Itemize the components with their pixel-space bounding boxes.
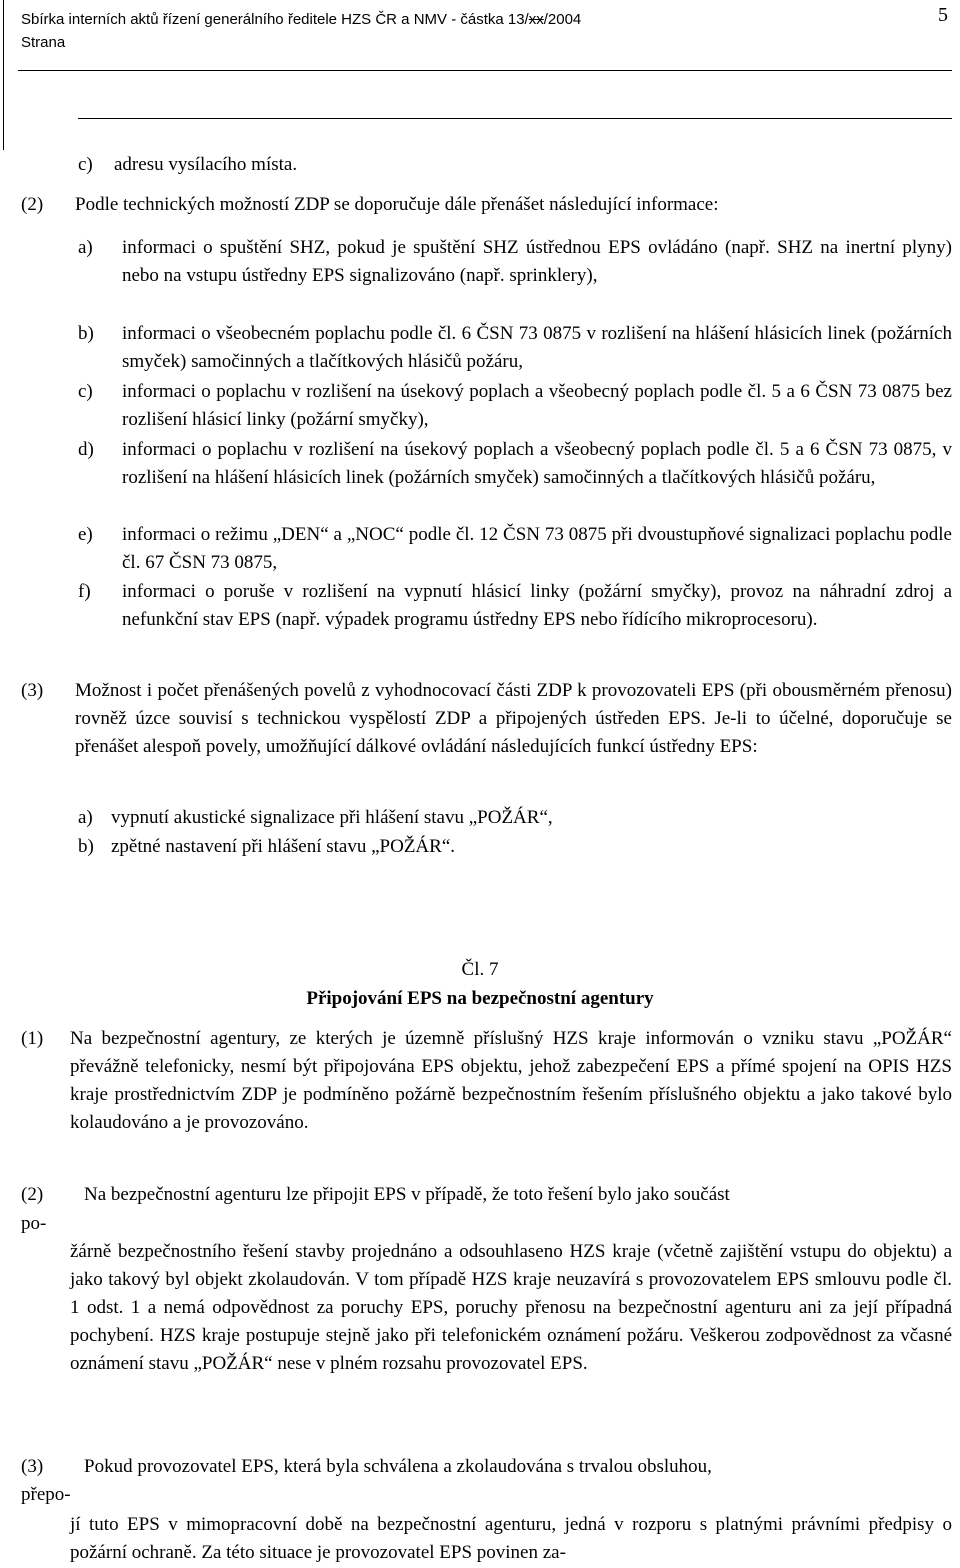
- page-number: 5: [938, 4, 948, 26]
- list-item: informaci o poplachu v rozlišení na úsekový poplach a všeobecný poplach podle čl. 5 a 6 ČSN 73 0875 bez rozlišení hlásicí linky (požární smyčky),: [122, 381, 952, 430]
- margin-rule-vertical: [3, 0, 4, 150]
- list-label: e): [78, 524, 93, 545]
- list-item: informaci o poruše v rozlišení na vypnutí hlásicí linky (požární smyčky), provoz na náhradní zdroj a nefunkční stav EPS (např. výpadek programu ústředny EPS nebo řídícího mikroprocesoru).: [122, 581, 952, 630]
- list-item: informaci o všeobecném poplachu podle čl. 6 ČSN 73 0875 v rozlišení na hlášení hlásicích linek (požárních smyček) samočinných a tlačítkových hlásičů požáru,: [122, 323, 952, 372]
- paragraph-text: žárně bezpečnostního řešení stavby projednáno a odsouhlaseno HZS kraje (včetně zajištění vstupu do objektu) a jako takový byl objekt zkolaudován. V tom případě HZS kraje neuzavírá s provozovatelem EPS smlouvu podle čl. 1 odst. 1 a nemá odpovědnost za poruchy EPS, poruchy přenosu na bezpečnostní agenturu ani za její případná pochybení. HZS kraje postupuje stejně jako při telefonickém oznámení požáru. Veškerou zodpovědnost za včasné oznámení stavu „POŽÁR“ nese v plném rozsahu provozovatel EPS.: [70, 1241, 952, 1374]
- list-label: a): [78, 807, 93, 828]
- article-number: Čl. 7: [461, 959, 499, 980]
- section-label: (2): [21, 194, 44, 215]
- hyphen-fragment: přepo-: [21, 1484, 71, 1505]
- paragraph-label: (1): [21, 1028, 44, 1049]
- section-label: (3): [21, 680, 44, 701]
- header-rule-2: [78, 118, 952, 119]
- struck-number: xx: [528, 11, 544, 28]
- paragraph-first-line: Pokud provozovatel EPS, která byla schválena a zkolaudována s trvalou obsluhou,: [84, 1456, 712, 1477]
- section-text: Možnost i počet přenášených povelů z vyhodnocovací části ZDP k provozovateli EPS (při obousměrném přenosu) rovněž úzce souvisí s technickou vyspělostí ZDP a připojených ústředen EPS. Je-li to účelné, doporučuje se přenášet alespoň povely, umožňující dálkové ovládání následujících funkcí ústředny EPS:: [75, 680, 952, 757]
- list-item: vypnutí akustické signalizace při hlášení stavu „POŽÁR“,: [111, 807, 553, 828]
- list-label: b): [78, 836, 94, 857]
- list-label: f): [78, 581, 91, 602]
- list-label: b): [78, 323, 94, 344]
- paragraph-label: (2): [21, 1184, 44, 1205]
- item-text: adresu vysílacího místa.: [114, 154, 298, 175]
- header-rule: [18, 70, 952, 71]
- list-item: informaci o režimu „DEN“ a „NOC“ podle čl. 12 ČSN 73 0875 při dvoustupňové signalizaci poplachu podle čl. 67 ČSN 73 0875,: [122, 524, 952, 573]
- item-label: c): [78, 154, 93, 175]
- list-item: informaci o spuštění SHZ, pokud je spuštění SHZ ústřednou EPS ovládáno (např. SHZ na inertní plyny) nebo na vstupu ústředny EPS signalizováno (např. sprinklery),: [122, 237, 952, 286]
- list-label: a): [78, 237, 93, 258]
- paragraph-first-line: Na bezpečnostní agenturu lze připojit EPS v případě, že toto řešení bylo jako součást: [84, 1184, 730, 1205]
- list-label: c): [78, 381, 93, 402]
- list-item: informaci o poplachu v rozlišení na úsekový poplach a všeobecný poplach podle čl. 5 a 6 ČSN 73 0875, v rozlišení na hlášení hlásicích linek (požárních smyček) samočinných a tlačítkových hlásičů požáru,: [122, 439, 952, 488]
- hyphen-fragment: po-: [21, 1213, 47, 1234]
- paragraph-text: jí tuto EPS v mimopracovní době na bezpečnostní agenturu, jedná v rozporu s platnými právními předpisy o požární ochraně. Za této situace je provozovatel EPS povinen za-: [70, 1514, 952, 1563]
- header-title: Sbírka interních aktů řízení generálního ředitele HZS ČR a NMV - částka 13/xx/2004: [21, 11, 582, 28]
- paragraph-label: (3): [21, 1456, 44, 1477]
- list-label: d): [78, 439, 94, 460]
- section-intro: Podle technických možností ZDP se doporučuje dále přenášet následující informace:: [75, 194, 719, 215]
- list-item: zpětné nastavení při hlášení stavu „POŽÁR“.: [111, 836, 456, 857]
- running-header: [21, 8, 581, 54]
- paragraph-text: Na bezpečnostní agentury, ze kterých je územně příslušný HZS kraje informován o vzniku stavu „POŽÁR“ převážně telefonicky, nesmí být připojována EPS objektu, jehož zabezpečení EPS a přímé spojení na OPIS HZS kraje prostřednictvím ZDP je podmíněno požárně bezpečnostním řešením příslušného objektu a jako takové bylo kolaudováno a je provozováno.: [70, 1028, 952, 1133]
- article-title: Připojování EPS na bezpečnostní agentury: [306, 988, 654, 1009]
- header-strana: Strana: [21, 34, 66, 51]
